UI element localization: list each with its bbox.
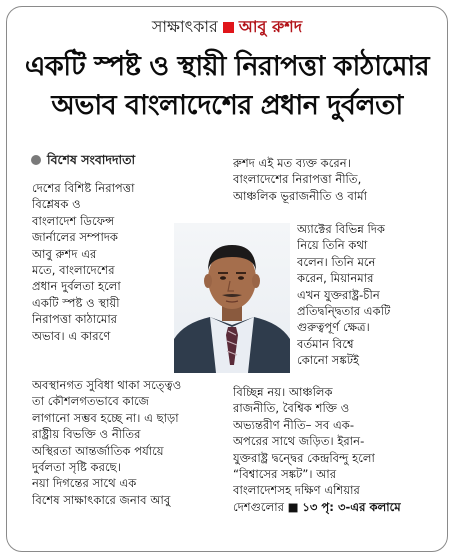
text-line: বলেন। তিনি মনে xyxy=(297,254,376,269)
text-line: অভ্যন্তরীণ নীতি– সব এক- xyxy=(233,417,355,432)
text-line: অবস্থানগত সুবিধা থাকা সত্ত্বেও xyxy=(32,378,182,392)
text-line: অভাব। এ কারণে xyxy=(32,328,111,343)
text-line: লাগানো সম্ভব হচ্ছে না। এ ছাড়া xyxy=(32,410,179,425)
headline-line-1: একটি স্পষ্ট ও স্থায়ী নিরাপত্তা কাঠামোর xyxy=(24,51,430,82)
text-line: বিচ্ছিন্ন নয়। আঞ্চলিক xyxy=(233,385,333,399)
kicker xyxy=(7,16,447,38)
text-line: আঞ্চলিক ভূরাজনীতি ও বার্মা xyxy=(233,188,367,203)
text-line: নয়া দিগন্তের সাথে এক xyxy=(32,476,137,491)
text-line: একটি স্পষ্ট ও স্থায়ী xyxy=(32,295,120,310)
text-line: অস্থিরতা আন্তর্জাতিক পর্যায়ে xyxy=(32,443,164,458)
text-line: রাজনীতি, বৈশ্বিক শক্তি ও xyxy=(233,401,350,416)
text-line: দুর্বলতা সৃষ্টি করছে। xyxy=(32,460,121,475)
text-line: জার্নালের সম্পাদক xyxy=(32,230,119,245)
headline-line-2: অভাব বাংলাদেশের প্রধান দুর্বলতা xyxy=(51,90,403,121)
text-line: বাংলাদেশের নিরাপত্তা নীতি, xyxy=(233,172,362,187)
text-line: তা কৌশলগতভাবে কাজে xyxy=(32,394,149,409)
text-line: প্রতিদ্বন্দ্বিতার একটি xyxy=(297,304,391,319)
kicker-label: সাক্ষাৎকার xyxy=(151,17,218,36)
text-fragment: দেশগুলোর xyxy=(233,499,284,514)
text-line: প্রধান দুর্বলতা হলো xyxy=(32,279,121,294)
text-line: রুশদ এই মত ব্যক্ত করেন। xyxy=(233,156,351,170)
text-line: বর্তমান বিশ্বে xyxy=(297,336,354,351)
right-column-top xyxy=(233,155,429,204)
continuation-note: ১৩ পৃ: ৩-এর কলামে xyxy=(302,499,401,514)
right-column-mid xyxy=(297,221,429,369)
text-line: বিশেষ সাক্ষাৎকারে জনাব আবু xyxy=(32,492,171,507)
portrait-photo xyxy=(174,223,290,373)
text-line: এখন যুক্তরাষ্ট্র-চীন xyxy=(297,287,380,302)
last-line: দেশগুলোর ■ ১৩ পৃ: ৩-এর কলামে xyxy=(233,499,401,514)
text-line: অ্যাক্টের বিভিন্ন দিক xyxy=(297,222,386,236)
headline xyxy=(15,47,439,125)
byline xyxy=(31,152,135,168)
text-line: যুক্তরাষ্ট্র দ্বন্দ্বের কেন্দ্রবিন্দু হলো xyxy=(233,450,375,465)
text-line: অপরের সাথে জড়িত। ইরান- xyxy=(233,434,365,449)
text-line: করেন, মিয়ানমার xyxy=(297,271,374,286)
text-line: নিয়ে তিনি কথা xyxy=(297,238,368,253)
bullet-dot-icon xyxy=(31,155,41,165)
text-line: মতে, বাংলাদেশের xyxy=(32,263,115,278)
portrait-illustration xyxy=(174,223,290,373)
text-line: বাংলাদেশ ডিফেন্স xyxy=(32,213,115,228)
text-line: আবু রুশদ এর xyxy=(32,246,97,261)
text-line: রাষ্ট্রীয় বিভক্তি ও নীতির xyxy=(32,427,141,442)
text-line: গুরুত্বপূর্ণ ক্ষেত্র। xyxy=(297,320,370,335)
text-line: “বিশ্বাসের সঙ্কট”। আর xyxy=(233,467,337,482)
news-clipping xyxy=(6,6,448,552)
byline-text: বিশেষ সংবাদদাতা xyxy=(47,152,136,167)
text-line: বাংলাদেশসহ দক্ষিণ এশিয়ার xyxy=(233,483,360,498)
text-line: দেশের বিশিষ্ট নিরাপত্তা xyxy=(32,181,135,195)
text-line: বিশ্লেষক ও xyxy=(32,197,81,212)
kicker-name: আবু রুশদ xyxy=(238,17,303,36)
text-line: নিরাপত্তা কাঠামোর xyxy=(32,312,118,327)
left-column-bottom xyxy=(32,377,208,508)
red-square-icon xyxy=(223,22,234,33)
text-line: কোনো সঙ্কটই xyxy=(297,353,360,368)
right-column-bottom xyxy=(233,384,429,515)
